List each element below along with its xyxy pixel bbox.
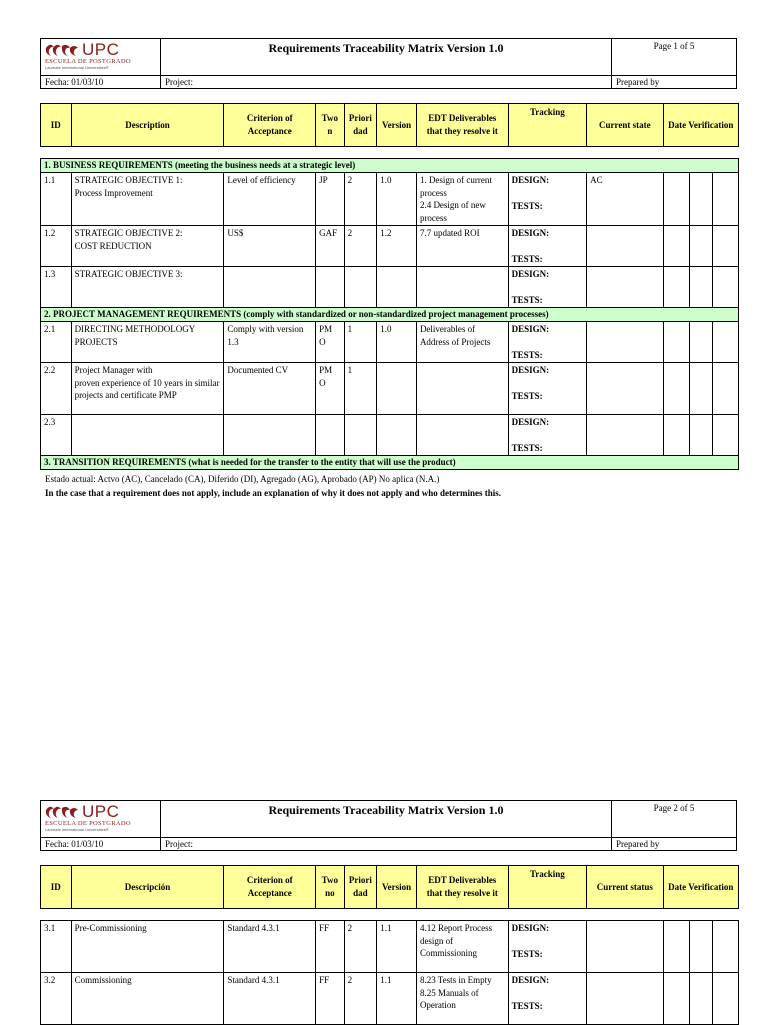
row-description: STRATEGIC OBJECTIVE 2: COST REDUCTION — [71, 226, 224, 267]
col-edt: EDT Deliverables that they resolve it — [416, 104, 508, 147]
row-two: PM O — [316, 322, 345, 363]
upc-logo-icon — [45, 804, 79, 820]
row-state — [587, 363, 663, 415]
row-state: AC — [587, 173, 663, 226]
col-tracking: Tracking — [508, 866, 586, 909]
upc-logo — [45, 41, 156, 58]
row-date-2 — [689, 267, 712, 308]
row-criterion: Documented CV — [224, 363, 316, 415]
col-id: ID — [41, 104, 72, 147]
row-edt: 4.12 Report Process design of Commissioning — [416, 921, 508, 973]
row-tracking: DESIGN: TESTS: — [508, 322, 586, 363]
col-description: Descripción — [71, 866, 224, 909]
row-id: 1.2 — [41, 226, 72, 267]
row-date-1 — [663, 173, 689, 226]
logo-cell — [41, 39, 161, 76]
upc-logo — [45, 803, 156, 820]
row-two: GAF — [316, 226, 345, 267]
row-state — [587, 322, 663, 363]
row-date-2 — [689, 973, 712, 1025]
row-date-1 — [663, 267, 689, 308]
table-row — [41, 973, 739, 1025]
table-row — [41, 322, 739, 363]
col-criterion: Criterion of Acceptance — [224, 866, 316, 909]
row-priority — [344, 267, 377, 308]
row-version — [377, 415, 417, 456]
row-date-1 — [663, 921, 689, 973]
col-priority: Priori dad — [344, 104, 377, 147]
col-criterion: Criterion of Acceptance — [224, 104, 316, 147]
row-tracking: DESIGN: TESTS: — [508, 267, 586, 308]
document-title: Requirements Traceability Matrix Version 1.0 — [161, 801, 612, 838]
table-row — [41, 921, 739, 973]
traceability-matrix — [40, 865, 739, 1025]
row-date-3 — [713, 415, 739, 456]
fecha-field: Fecha: 01/03/10 — [41, 838, 161, 851]
row-id: 1.1 — [41, 173, 72, 226]
row-date-2 — [689, 173, 712, 226]
row-edt — [416, 363, 508, 415]
col-priority: Priori dad — [344, 866, 377, 909]
row-date-1 — [663, 226, 689, 267]
fecha-field: Fecha: 01/03/10 — [41, 76, 161, 89]
row-edt — [416, 267, 508, 308]
project-field: Project: — [161, 838, 612, 851]
page-2 — [40, 800, 737, 1025]
row-description: Commissioning — [71, 973, 224, 1025]
page-1 — [40, 38, 737, 470]
section-row — [41, 456, 739, 470]
row-two — [316, 415, 345, 456]
row-date-1 — [663, 322, 689, 363]
row-edt: Deliverables of Address of Projects — [416, 322, 508, 363]
section-3-title: 3. TRANSITION REQUIREMENTS (what is needed for the transfer to the entity that will use the product) — [41, 456, 739, 470]
row-version: 1.1 — [377, 973, 417, 1025]
row-version — [377, 267, 417, 308]
row-criterion — [224, 415, 316, 456]
col-state: Current status — [587, 866, 663, 909]
logo-text: UPC — [82, 40, 120, 59]
col-two: Two n — [316, 104, 345, 147]
logo-subtitle: ESCUELA DE POSTGRADO — [45, 58, 131, 65]
row-date-3 — [713, 226, 739, 267]
logo-text: UPC — [82, 802, 120, 821]
row-date-3 — [713, 363, 739, 415]
row-version: 1.0 — [377, 322, 417, 363]
row-criterion: Standard 4.3.1 — [224, 973, 316, 1025]
row-description: Pre-Commissioning — [71, 921, 224, 973]
row-date-3 — [713, 973, 739, 1025]
section-1-title: 1. BUSINESS REQUIREMENTS (meeting the business needs at a strategic level) — [41, 159, 739, 173]
row-criterion: Standard 4.3.1 — [224, 921, 316, 973]
row-edt — [416, 415, 508, 456]
row-tracking: DESIGN: TESTS: — [508, 226, 586, 267]
row-state — [587, 973, 663, 1025]
row-date-1 — [663, 973, 689, 1025]
logo-cell — [41, 801, 161, 838]
col-description: Description — [71, 104, 224, 147]
row-date-3 — [713, 921, 739, 973]
page-header — [40, 38, 737, 89]
row-id: 3.2 — [41, 973, 72, 1025]
row-date-3 — [713, 173, 739, 226]
logo-tagline: Laureate International Universities® — [45, 827, 109, 832]
legend-notes — [45, 472, 501, 500]
row-date-2 — [689, 921, 712, 973]
row-version — [377, 363, 417, 415]
row-version: 1.2 — [377, 226, 417, 267]
row-priority: 2 — [344, 921, 377, 973]
row-priority: 2 — [344, 973, 377, 1025]
row-description: STRATEGIC OBJECTIVE 3: — [71, 267, 224, 308]
prepared-by-field: Prepared by — [612, 76, 737, 89]
col-state: Current state — [587, 104, 663, 147]
row-id: 1.3 — [41, 267, 72, 308]
table-row — [41, 267, 739, 308]
row-tracking: DESIGN: TESTS: — [508, 415, 586, 456]
row-date-3 — [713, 322, 739, 363]
row-tracking: DESIGN: TESTS: — [508, 173, 586, 226]
col-tracking: Tracking — [508, 104, 586, 147]
row-two — [316, 267, 345, 308]
row-priority: 1 — [344, 322, 377, 363]
header-row — [41, 104, 739, 147]
row-date-1 — [663, 363, 689, 415]
page-header — [40, 800, 737, 851]
logo-subtitle: ESCUELA DE POSTGRADO — [45, 820, 131, 827]
row-id: 2.2 — [41, 363, 72, 415]
row-date-3 — [713, 267, 739, 308]
row-two: PM O — [316, 363, 345, 415]
upc-logo-icon — [45, 42, 79, 58]
table-row — [41, 415, 739, 456]
table-row — [41, 363, 739, 415]
row-version: 1.1 — [377, 921, 417, 973]
row-tracking: DESIGN: TESTS: — [508, 973, 586, 1025]
row-state — [587, 921, 663, 973]
col-date: Date Verification — [663, 104, 739, 147]
prepared-by-field: Prepared by — [612, 838, 737, 851]
row-edt: 1. Design of current process 2.4 Design of new process — [416, 173, 508, 226]
row-date-2 — [689, 363, 712, 415]
row-tracking: DESIGN: TESTS: — [508, 363, 586, 415]
row-id: 3.1 — [41, 921, 72, 973]
row-date-1 — [663, 415, 689, 456]
row-priority — [344, 415, 377, 456]
row-description: Project Manager with proven experience of 10 years in similar projects and certificate PMP — [71, 363, 224, 415]
col-version: Version — [377, 104, 417, 147]
row-description — [71, 415, 224, 456]
row-criterion: Level of efficiency — [224, 173, 316, 226]
row-two: FF — [316, 973, 345, 1025]
header-row — [41, 866, 739, 909]
col-two: Two no — [316, 866, 345, 909]
table-row — [41, 173, 739, 226]
row-tracking: DESIGN: TESTS: — [508, 921, 586, 973]
row-date-2 — [689, 322, 712, 363]
row-priority: 1 — [344, 363, 377, 415]
col-date: Date Verification — [663, 866, 739, 909]
logo-tagline: Laureate International Universities® — [45, 65, 109, 70]
row-date-2 — [689, 415, 712, 456]
col-id: ID — [41, 866, 72, 909]
row-criterion: US$ — [224, 226, 316, 267]
section-2-title: 2. PROJECT MANAGEMENT REQUIREMENTS (comply with standardized or non-standardized project management processes) — [41, 308, 739, 322]
row-state — [587, 415, 663, 456]
row-priority: 2 — [344, 226, 377, 267]
document-title: Requirements Traceability Matrix Version 1.0 — [161, 39, 612, 76]
col-version: Version — [377, 866, 417, 909]
row-state — [587, 226, 663, 267]
row-id: 2.1 — [41, 322, 72, 363]
row-description: DIRECTING METHODOLOGY PROJECTS — [71, 322, 224, 363]
page-number: Page 1 of 5 — [612, 39, 737, 76]
row-priority: 2 — [344, 173, 377, 226]
row-state — [587, 267, 663, 308]
row-version: 1.0 — [377, 173, 417, 226]
section-row — [41, 308, 739, 322]
traceability-matrix — [40, 103, 739, 470]
row-two: FF — [316, 921, 345, 973]
row-two: JP — [316, 173, 345, 226]
row-description: STRATEGIC OBJECTIVE 1: Process Improvement — [71, 173, 224, 226]
row-id: 2.3 — [41, 415, 72, 456]
status-legend: Estado actual: Actvo (AC), Cancelado (CA), Diferido (DI), Agregado (AG), Aprobado (AP) No aplica (N.A.) — [45, 474, 440, 484]
row-edt: 8.23 Tests in Empty 8.25 Manuals of Operation — [416, 973, 508, 1025]
row-criterion — [224, 267, 316, 308]
project-field: Project: — [161, 76, 612, 89]
row-date-2 — [689, 226, 712, 267]
row-criterion: Comply with version 1.3 — [224, 322, 316, 363]
table-row — [41, 226, 739, 267]
page-number: Page 2 of 5 — [612, 801, 737, 838]
col-edt: EDT Deliverables that they resolve it — [416, 866, 508, 909]
section-row — [41, 159, 739, 173]
row-edt: 7.7 updated ROI — [416, 226, 508, 267]
not-applicable-note: In the case that a requirement does not apply, include an explanation of why it does not apply and who determines this. — [45, 488, 501, 498]
